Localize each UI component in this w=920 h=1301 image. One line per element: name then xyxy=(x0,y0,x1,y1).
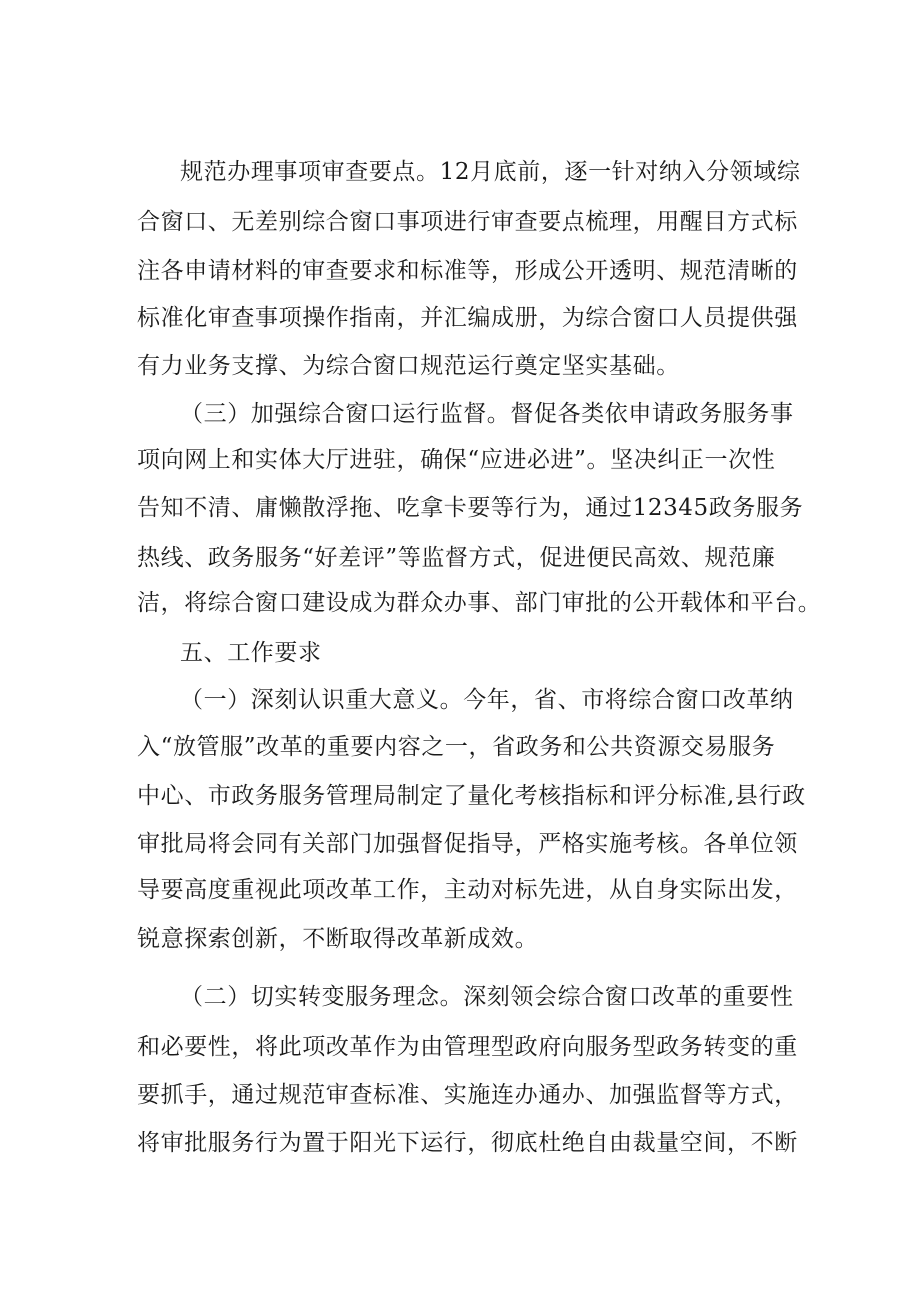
text-line: （二）切实转变服务理念。深刻领会综合窗口改革的重要性 xyxy=(180,984,794,1010)
text-line: 规范办理事项审查要点。12月底前，逐一针对纳入分领域综 xyxy=(180,159,801,185)
text-line: 导要高度重视此项改革工作，主动对标先进，从自身实际出发， xyxy=(137,877,798,903)
text-line: 审批局将会同有关部门加强督促指导，严格实施考核。各单位领 xyxy=(137,831,798,857)
text-line: 洁，将综合窗口建设成为群众办事、部门审批的公开载体和平台。 xyxy=(137,590,822,616)
text-line: 和必要性，将此项改革作为由管理型政府向服务型政务转变的重 xyxy=(137,1034,798,1060)
text-line: 锐意探索创新，不断取得改革新成效。 xyxy=(137,926,539,952)
text-line: 告知不清、庸懒散浮拖、吃拿卡要等行为，通过12345政务服务 xyxy=(137,495,804,521)
text-line: （一）深刻认识重大意义。今年，省、市将综合窗口改革纳 xyxy=(180,687,794,713)
text-line: （三）加强综合窗口运行监督。督促各类依申请政务服务事 xyxy=(180,401,794,427)
section-heading: 五、工作要求 xyxy=(180,640,322,666)
text-line: 将审批服务行为置于阳光下运行，彻底杜绝自由裁量空间，不断 xyxy=(137,1130,798,1156)
text-line: 项向网上和实体大厅进驻，确保“应进必进”。坚决纠正一次性 xyxy=(137,447,776,473)
text-line: 有力业务支撑、为综合窗口规范运行奠定坚实基础。 xyxy=(137,353,680,379)
text-line: 标准化审查事项操作指南，并汇编成册，为综合窗口人员提供强 xyxy=(137,305,798,331)
text-line: 要抓手，通过规范审查标准、实施连办通办、加强监督等方式， xyxy=(137,1082,798,1108)
text-line: 合窗口、无差别综合窗口事项进行审查要点梳理，用醒目方式标 xyxy=(137,209,798,235)
text-line: 热线、政务服务“好差评”等监督方式，促进便民高效、规范廉 xyxy=(137,545,776,571)
text-line: 注各申请材料的审查要求和标准等，形成公开透明、规范清晰的 xyxy=(137,258,798,284)
text-line: 入“放管服”改革的重要内容之一，省政务和公共资源交易服务 xyxy=(137,734,776,760)
text-line: 中心、市政务服务管理局制定了量化考核指标和评分标准,县行政 xyxy=(137,783,806,809)
